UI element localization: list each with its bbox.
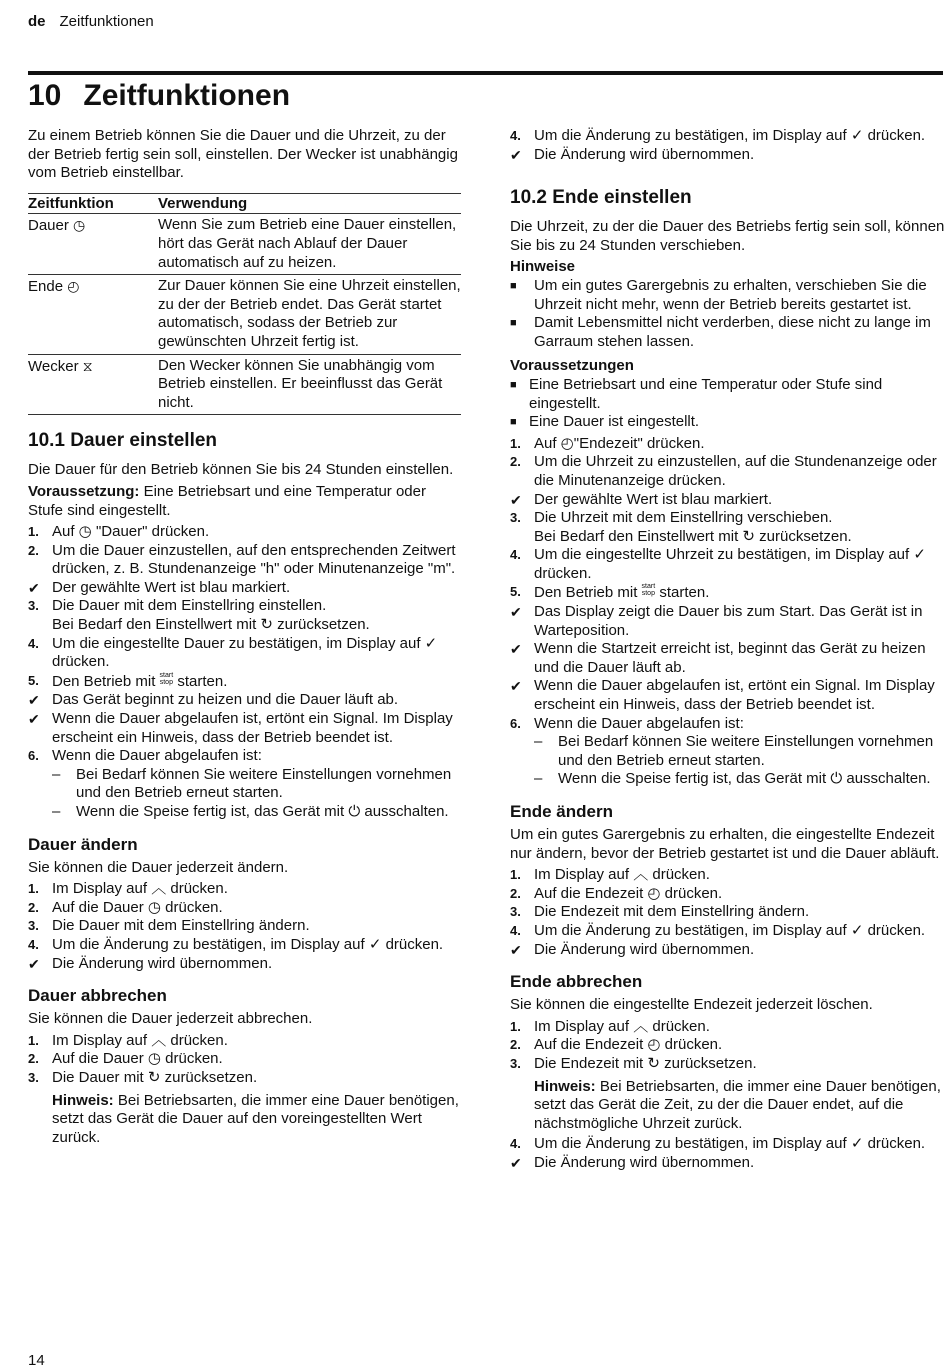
step-number: 3. bbox=[28, 918, 39, 934]
step-number: 3. bbox=[510, 904, 521, 920]
function-usage: Wenn Sie zum Betrieb eine Dauer einstellen, hört das Gerät nach Ablauf der Dauer automatisch auf zu heizen. bbox=[158, 214, 461, 275]
step-text-block bbox=[534, 583, 946, 603]
step-text: Auf ◷ "Dauer" drücken. bbox=[52, 523, 210, 541]
dash-text: Bei Bedarf können Sie weitere Einstellungen vornehmen und den Betrieb erneut starten. bbox=[558, 733, 934, 769]
step-number: 1. bbox=[510, 435, 521, 451]
list-item bbox=[28, 1069, 464, 1088]
chapter-intro: Zu einem Betrieb können Sie die Dauer und die Uhrzeit, zu der der Betrieb fertig sein soll, einstellen. Der Wecker ist unabhängig vom Betrieb einstellbar. bbox=[28, 127, 458, 182]
table-header: Zeitfunktion bbox=[28, 193, 158, 214]
list-item bbox=[28, 672, 464, 692]
step-text: starten. bbox=[655, 584, 710, 602]
dash-item bbox=[52, 766, 464, 803]
check-icon: ✔ bbox=[510, 678, 522, 695]
running-header bbox=[28, 13, 154, 32]
note-label: Hinweis: bbox=[534, 1077, 596, 1095]
result-text: Das Display zeigt die Dauer bis zum Start. Das Gerät ist in Warteposition. bbox=[534, 603, 923, 639]
list-item bbox=[510, 715, 946, 734]
bullet-icon: ■ bbox=[510, 317, 517, 330]
list-item bbox=[28, 542, 464, 579]
list-item bbox=[510, 1055, 946, 1074]
table-header: Verwendung bbox=[158, 193, 461, 214]
step-text: Die Dauer mit ↻ zurücksetzen. bbox=[52, 1068, 258, 1086]
step-list bbox=[28, 523, 464, 822]
section-intro: Die Uhrzeit, zu der die Dauer des Betriebs fertig sein soll, können Sie bis zu 24 Stunden verschieben. bbox=[510, 218, 945, 254]
step-text-block bbox=[534, 509, 946, 546]
result-text: Wenn die Startzeit erreicht ist, beginnt das Gerät zu heizen und die Dauer läuft ab. bbox=[534, 640, 926, 676]
list-item bbox=[28, 766, 464, 803]
list-item bbox=[510, 146, 946, 165]
subsection-intro: Sie können die Dauer jederzeit ändern. bbox=[28, 858, 289, 876]
step-number: 4. bbox=[510, 547, 521, 563]
section-heading: 10.1 Dauer einstellen bbox=[28, 430, 218, 452]
note-label: Hinweis: bbox=[52, 1091, 114, 1109]
prerequisite-label: Voraussetzung: bbox=[28, 482, 140, 500]
result-text: Die Änderung wird übernommen. bbox=[534, 145, 755, 163]
list-item bbox=[510, 583, 946, 603]
start-stop-icon bbox=[160, 672, 174, 686]
dash-marker: – bbox=[534, 770, 543, 788]
step-number: 5. bbox=[28, 672, 39, 688]
dash-marker: – bbox=[534, 733, 543, 751]
right-column bbox=[510, 127, 946, 1173]
check-icon: ✔ bbox=[510, 491, 522, 508]
step-number: 3. bbox=[510, 1055, 521, 1071]
list-item bbox=[28, 1050, 464, 1069]
step-number: 4. bbox=[510, 922, 521, 938]
result-text: Die Änderung wird übernommen. bbox=[534, 1153, 755, 1171]
duration-icon: ◷ bbox=[73, 217, 86, 234]
check-icon: ✔ bbox=[28, 692, 40, 709]
step-text: starten. bbox=[173, 672, 228, 690]
step-text: Auf die Endezeit ◴ drücken. bbox=[534, 884, 723, 902]
list-item bbox=[28, 917, 464, 936]
step-number: 6. bbox=[28, 748, 39, 764]
list-item bbox=[510, 903, 946, 922]
function-name: Dauer bbox=[28, 217, 69, 235]
step-text: Auf die Endezeit ◴ drücken. bbox=[534, 1036, 723, 1054]
result-text: Die Änderung wird übernommen. bbox=[52, 954, 273, 972]
list-item bbox=[510, 491, 946, 510]
step-text: Auf die Dauer ◷ drücken. bbox=[52, 1050, 223, 1068]
list-item bbox=[510, 453, 946, 490]
notes-label: Hinweise bbox=[510, 258, 576, 276]
step-text: Den Betrieb mit bbox=[52, 672, 160, 690]
dash-text: Bei Bedarf können Sie weitere Einstellungen vornehmen und den Betrieb erneut starten. bbox=[76, 765, 452, 802]
list-item bbox=[510, 677, 946, 714]
subsection-intro: Sie können die eingestellte Endezeit jederzeit löschen. bbox=[510, 996, 873, 1014]
spacer bbox=[510, 770, 534, 789]
step-number: 4. bbox=[510, 1136, 521, 1152]
step-text: Den Betrieb mit bbox=[534, 584, 642, 602]
step-list bbox=[510, 1018, 946, 1074]
list-item bbox=[510, 1036, 946, 1055]
bullet-list bbox=[510, 376, 946, 432]
step-text: Im Display auf ︿ drücken. bbox=[534, 1017, 710, 1035]
prerequisite-text: Eine Betriebsart und eine Temperatur oder Stufe sind eingestellt. bbox=[28, 482, 426, 519]
bullet-text: Eine Betriebsart und eine Temperatur oder Stufe sind eingestellt. bbox=[529, 375, 883, 412]
function-name: Ende bbox=[28, 278, 64, 296]
subsection-heading: Ende ändern bbox=[510, 802, 613, 821]
page-number: 14 bbox=[28, 1352, 45, 1369]
section-heading: 10.2 Ende einstellen bbox=[510, 187, 692, 209]
step-number: 3. bbox=[510, 510, 521, 526]
step-number: 2. bbox=[28, 542, 39, 558]
subsection-heading: Dauer ändern bbox=[28, 834, 138, 854]
list-item bbox=[510, 922, 946, 941]
dash-item bbox=[534, 770, 946, 789]
dash-text: Wenn die Speise fertig ist, das Gerät mit ⏻ ausschalten. bbox=[76, 803, 449, 820]
bullet-text: Damit Lebensmittel nicht verderben, diese nicht zu lange im Garraum stehen lassen. bbox=[534, 314, 931, 350]
header-title: Zeitfunktionen bbox=[59, 13, 154, 30]
result-text: Der gewählte Wert ist blau markiert. bbox=[52, 578, 291, 596]
bullet-icon: ■ bbox=[510, 279, 517, 292]
list-item bbox=[28, 523, 464, 542]
chapter-number: 10 bbox=[28, 79, 62, 112]
dash-marker: – bbox=[52, 803, 61, 820]
bullet-text: Eine Dauer ist eingestellt. bbox=[529, 413, 700, 431]
chapter-heading bbox=[28, 77, 290, 115]
check-icon: ✔ bbox=[510, 604, 522, 621]
list-item bbox=[28, 597, 464, 634]
step-number: 2. bbox=[28, 899, 39, 915]
step-list bbox=[510, 866, 946, 959]
bullet-icon: ■ bbox=[510, 416, 517, 429]
list-item bbox=[510, 885, 946, 904]
list-item bbox=[510, 1154, 946, 1173]
step-text: Um die Änderung zu bestätigen, im Display auf ✓ drücken. bbox=[534, 921, 926, 939]
table-row bbox=[28, 354, 461, 415]
language-code: de bbox=[28, 13, 46, 30]
list-item bbox=[28, 747, 464, 766]
note bbox=[534, 1078, 946, 1134]
timer-icon: ⧖ bbox=[82, 357, 93, 374]
step-text: Auf die Dauer ◷ drücken. bbox=[52, 898, 223, 916]
step-text: Um die eingestellte Dauer zu bestätigen, im Display auf ✓ drücken. bbox=[52, 634, 438, 671]
check-icon: ✔ bbox=[28, 711, 40, 728]
list-item bbox=[510, 413, 946, 432]
check-icon: ✔ bbox=[510, 941, 522, 958]
start-stop-icon bbox=[642, 583, 656, 597]
list-item bbox=[510, 770, 946, 789]
section-intro: Die Dauer für den Betrieb können Sie bis 24 Stunden einstellen. bbox=[28, 461, 454, 479]
list-item bbox=[28, 691, 464, 710]
start-stop-bottom: stop bbox=[641, 590, 655, 598]
step-text: Im Display auf ︿ drücken. bbox=[534, 866, 710, 884]
list-item bbox=[28, 579, 464, 598]
step-number: 2. bbox=[510, 885, 521, 901]
step-subtext: Bei Bedarf den Einstellwert mit ↻ zurücksetzen. bbox=[534, 527, 852, 545]
step-number: 1. bbox=[510, 1018, 521, 1034]
spacer bbox=[28, 803, 52, 822]
dash-marker: – bbox=[52, 765, 61, 783]
list-item bbox=[510, 866, 946, 885]
step-text: Die Endezeit mit ↻ zurücksetzen. bbox=[534, 1054, 757, 1072]
step-text-block bbox=[52, 672, 464, 692]
table-cell bbox=[28, 354, 158, 415]
note-text: Bei Betriebsarten, die immer eine Dauer benötigen, setzt das Gerät die Zeit, zu der die Dauer endet, auf die nächstmögliche Uhrzeit zurück. bbox=[534, 1077, 941, 1132]
step-list bbox=[510, 435, 946, 789]
step-text: Um die eingestellte Uhrzeit zu bestätigen, im Display auf ✓ drücken. bbox=[534, 546, 926, 582]
subsection-intro: Um ein gutes Garergebnis zu erhalten, die eingestellte Endezeit nur ändern, bevor der Betrieb gestartet ist und die Dauer abläuft. bbox=[510, 826, 940, 862]
step-text: Wenn die Dauer abgelaufen ist: bbox=[534, 714, 744, 732]
table-header-row bbox=[28, 193, 461, 214]
start-stop-bottom: stop bbox=[159, 678, 173, 686]
check-icon: ✔ bbox=[28, 955, 40, 972]
check-icon: ✔ bbox=[510, 146, 522, 163]
subsection-heading: Dauer abbrechen bbox=[28, 986, 167, 1006]
step-number: 4. bbox=[28, 936, 39, 952]
dash-item bbox=[52, 803, 464, 822]
bullet-list bbox=[510, 277, 946, 351]
step-number: 1. bbox=[28, 524, 39, 540]
list-item bbox=[28, 710, 464, 747]
step-text: Um die Uhrzeit zu einzustellen, auf die Stundenanzeige oder die Minutenanzeige drücken. bbox=[534, 453, 937, 489]
subsection-heading: Ende abbrechen bbox=[510, 972, 643, 992]
subsection-intro: Sie können die Dauer jederzeit abbrechen. bbox=[28, 1010, 313, 1028]
step-number: 1. bbox=[510, 867, 521, 883]
step-number: 3. bbox=[28, 1069, 39, 1085]
result-text: Wenn die Dauer abgelaufen ist, ertönt ein Signal. Im Display erscheint ein Hinweis, dass der Betrieb beendet ist. bbox=[534, 677, 935, 714]
check-icon: ✔ bbox=[510, 641, 522, 658]
list-item bbox=[28, 635, 464, 672]
list-item bbox=[510, 509, 946, 546]
step-number: 5. bbox=[510, 584, 521, 600]
result-text: Das Gerät beginnt zu heizen und die Dauer läuft ab. bbox=[52, 691, 399, 709]
step-number: 4. bbox=[510, 128, 521, 143]
step-number: 3. bbox=[28, 598, 39, 614]
list-item bbox=[510, 435, 946, 454]
step-number: 1. bbox=[28, 1032, 39, 1048]
step-text: Um die Dauer einzustellen, auf den entsprechenden Zeitwert drücken, z. B. Stundenanzeige "h" oder Minutenanzeige "m". bbox=[52, 541, 456, 578]
step-text-block bbox=[52, 597, 464, 634]
table-cell bbox=[28, 275, 158, 354]
step-list bbox=[28, 1032, 464, 1088]
step-text: Wenn die Dauer abgelaufen ist: bbox=[52, 747, 262, 765]
result-text: Wenn die Dauer abgelaufen ist, ertönt ein Signal. Im Display erscheint ein Hinweis, dass der Betrieb beendet ist. bbox=[52, 710, 453, 746]
list-item bbox=[510, 376, 946, 413]
bullet-icon: ■ bbox=[510, 378, 517, 391]
list-item bbox=[510, 603, 946, 640]
chapter-title: Zeitfunktionen bbox=[83, 79, 291, 112]
step-number: 2. bbox=[510, 454, 521, 470]
result-text: Die Änderung wird übernommen. bbox=[534, 940, 755, 958]
step-text: Im Display auf ︿ drücken. bbox=[52, 1031, 228, 1049]
list-item bbox=[510, 941, 946, 960]
step-text: Auf ◴"Endezeit" drücken. bbox=[534, 434, 705, 452]
function-name: Wecker bbox=[28, 357, 79, 375]
step-number: 6. bbox=[510, 715, 521, 731]
step-list bbox=[28, 880, 464, 973]
check-icon: ✔ bbox=[28, 579, 40, 596]
list-item bbox=[28, 803, 464, 822]
step-list bbox=[510, 127, 946, 164]
result-text: Der gewählte Wert ist blau markiert. bbox=[534, 490, 773, 508]
start-stop-top: start bbox=[159, 671, 174, 679]
function-usage: Zur Dauer können Sie eine Uhrzeit einstellen, zu der der Betrieb endet. Das Gerät startet automatisch, sodass der Betrieb zur gewünschten Uhrzeit fertig ist. bbox=[158, 275, 461, 354]
step-subtext: Bei Bedarf den Einstellwert mit ↻ zurücksetzen. bbox=[52, 616, 370, 634]
step-text: Um die Änderung zu bestätigen, im Display auf ✓ drücken. bbox=[534, 127, 926, 144]
step-text: Die Endezeit mit dem Einstellring ändern. bbox=[534, 903, 810, 921]
list-item bbox=[28, 936, 464, 955]
step-number: 2. bbox=[28, 1051, 39, 1067]
list-item bbox=[28, 955, 464, 974]
step-text: Die Uhrzeit mit dem Einstellring verschieben. bbox=[534, 509, 833, 527]
list-item bbox=[28, 899, 464, 918]
step-list bbox=[510, 1135, 946, 1172]
step-text: Im Display auf ︿ drücken. bbox=[52, 880, 228, 898]
list-item bbox=[510, 277, 946, 314]
left-column bbox=[28, 127, 464, 1149]
chapter-rule bbox=[28, 71, 943, 75]
list-item bbox=[28, 880, 464, 899]
time-function-table bbox=[28, 193, 461, 416]
step-number: 4. bbox=[28, 635, 39, 651]
note-text: Bei Betriebsarten, die immer eine Dauer benötigen, setzt das Gerät die Dauer auf den voreingestellten Wert zurück. bbox=[52, 1091, 459, 1146]
list-item bbox=[510, 546, 946, 583]
table-cell bbox=[28, 214, 158, 275]
prerequisites-label: Voraussetzungen bbox=[510, 357, 634, 375]
list-item bbox=[510, 314, 946, 351]
step-number: 2. bbox=[510, 1037, 521, 1053]
step-text: Um die Änderung zu bestätigen, im Display auf ✓ drücken. bbox=[534, 1135, 926, 1153]
list-item bbox=[28, 1032, 464, 1051]
function-usage: Den Wecker können Sie unabhängig vom Betrieb einstellen. Er beeinflusst das Gerät nicht. bbox=[158, 354, 461, 415]
list-item bbox=[510, 127, 946, 146]
dash-text: Wenn die Speise fertig ist, das Gerät mit ⏻ ausschalten. bbox=[558, 770, 931, 788]
dash-marker bbox=[28, 766, 52, 803]
end-time-icon: ◴ bbox=[67, 278, 80, 295]
step-text: Um die Änderung zu bestätigen, im Display auf ✓ drücken. bbox=[52, 935, 444, 953]
dash-item bbox=[534, 733, 946, 770]
note bbox=[52, 1092, 464, 1148]
step-text: Die Dauer mit dem Einstellring ändern. bbox=[52, 917, 310, 935]
step-text: Die Dauer mit dem Einstellring einstellen. bbox=[52, 597, 327, 615]
check-icon: ✔ bbox=[510, 1154, 522, 1171]
spacer bbox=[510, 733, 534, 770]
list-item bbox=[510, 640, 946, 677]
bullet-text: Um ein gutes Garergebnis zu erhalten, verschieben Sie die Uhrzeit nicht mehr, wenn der Betrieb bereits gestartet ist. bbox=[534, 276, 927, 313]
step-number: 1. bbox=[28, 881, 39, 897]
table-row bbox=[28, 214, 461, 275]
table-row bbox=[28, 275, 461, 354]
list-item bbox=[510, 1135, 946, 1154]
prerequisite bbox=[28, 483, 464, 520]
start-stop-top: start bbox=[641, 583, 656, 591]
list-item bbox=[510, 1018, 946, 1037]
list-item bbox=[510, 733, 946, 770]
